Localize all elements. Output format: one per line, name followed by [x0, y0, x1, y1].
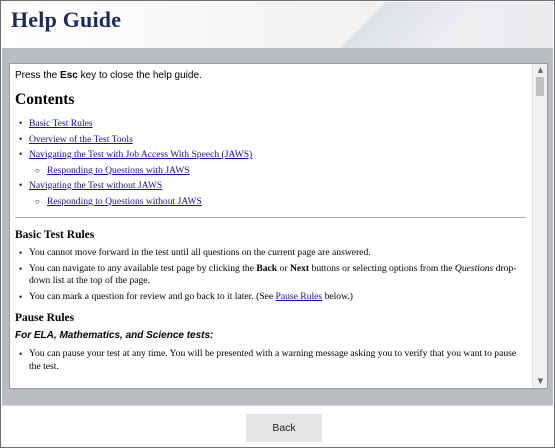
table-of-contents	[19, 116, 526, 209]
rule-text: You can mark a question for review and go back to it later. (See	[29, 290, 276, 302]
rule-text: or	[277, 262, 290, 274]
vertical-scrollbar[interactable]	[532, 64, 547, 388]
rule-text: drop-down list at the top of the page.	[29, 262, 517, 287]
rule-item	[19, 263, 526, 288]
header-decoration	[293, 2, 553, 48]
help-content-panel	[9, 63, 548, 389]
page-title: Help Guide	[11, 7, 122, 32]
rule-text: buttons or selecting options from the	[309, 262, 455, 274]
pause-rules-subheading: For ELA, Mathematics, and Science tests:	[15, 330, 214, 342]
toc-link-basic-test-rules[interactable]: Basic Test Rules	[29, 118, 93, 129]
toc-item	[19, 116, 526, 132]
pause-rules-list	[19, 348, 526, 373]
scroll-up-icon[interactable]: ▲	[537, 66, 544, 74]
esc-key-label: Esc	[60, 70, 78, 81]
pause-rules-heading: Pause Rules	[15, 312, 75, 325]
help-footer	[2, 405, 553, 447]
toc-item	[19, 178, 526, 194]
questions-term: Questions	[454, 262, 494, 274]
rule-item: • You cannot move forward in the test until all questions on the current page are answered.	[19, 247, 526, 260]
basic-rules-list	[19, 247, 526, 303]
contents-heading: Contents	[15, 91, 75, 108]
section-divider	[15, 217, 526, 218]
toc-link-responding-without-jaws[interactable]: Responding to Questions without JAWS	[47, 195, 202, 207]
help-guide-header	[2, 2, 553, 48]
pause-rules-link[interactable]: Pause Rules	[275, 290, 323, 302]
rule-item: • You can pause your test at any time. You will be presented with a warning message asking you to verify that you want to pause the test.	[19, 348, 526, 373]
toc-link-navigating-without-jaws[interactable]: Navigating the Test without JAWS	[29, 180, 163, 191]
toc-subitem	[19, 194, 526, 210]
intro-suffix: key to close the help guide.	[77, 70, 202, 81]
rule-text: below.)	[322, 290, 353, 302]
next-term: Next	[289, 262, 310, 274]
rule-item	[19, 291, 526, 304]
help-content	[10, 64, 532, 388]
rule-text: You can navigate to any available test page by clicking the	[29, 262, 257, 274]
toc-link-navigating-with-jaws[interactable]: Navigating the Test with Job Access With Speech (JAWS)	[29, 149, 253, 160]
scrollbar-thumb[interactable]	[536, 77, 544, 96]
basic-rules-heading: Basic Test Rules	[15, 229, 95, 241]
toc-item	[19, 132, 526, 148]
toc-item	[19, 147, 526, 163]
toc-link-overview-test-tools[interactable]: Overview of the Test Tools	[29, 133, 133, 145]
back-button[interactable]: Back	[246, 414, 322, 442]
toc-subitem	[19, 163, 526, 179]
intro-prefix: Press the	[15, 70, 61, 81]
intro-text	[15, 69, 526, 82]
toc-link-responding-with-jaws[interactable]: Responding to Questions with JAWS	[47, 164, 190, 176]
back-term: Back	[256, 262, 278, 274]
scroll-down-icon[interactable]: ▼	[537, 377, 544, 385]
